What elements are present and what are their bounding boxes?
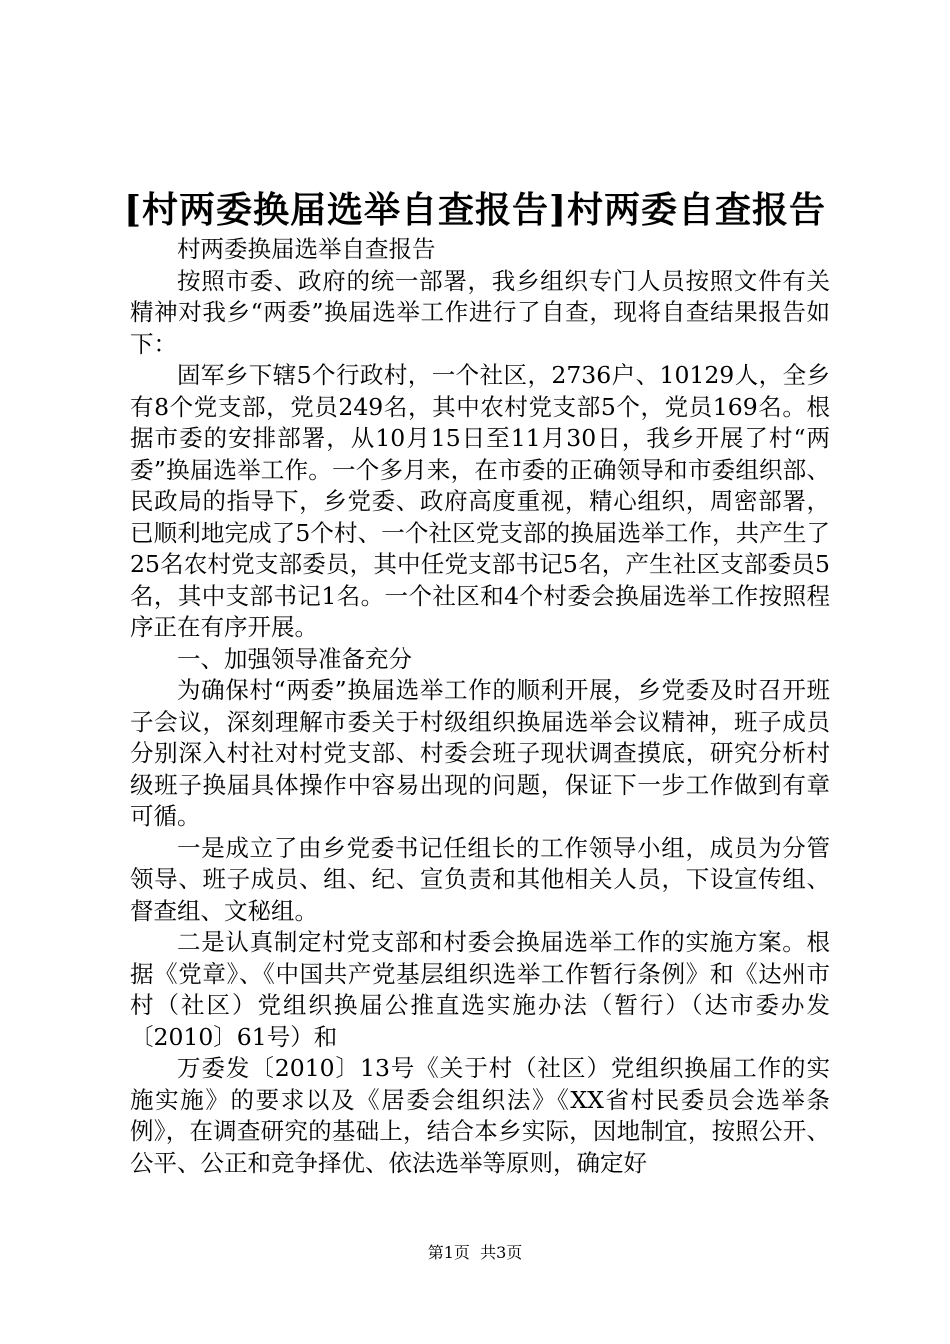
paragraph-intro: 按照市委、政府的统一部署，我乡组织专门人员按照文件有关精神对我乡“两委”换届选举工作进行了自查，现将自查结果报告如下： [130, 266, 830, 358]
paragraph-continuation: 万委发〔2010〕13号《关于村（社区）党组织换届工作的实施实施》的要求以及《居委会组织法》《XX省村民委员会选举条例》，在调查研究的基础上，结合本乡实际，因地制宜，按照公开、公平、公正和竞争择优、依法选举等原则，确定好 [130, 1054, 830, 1177]
paragraph-leadership: 为确保村“两委”换届选举工作的顺利开展，乡党委及时召开班子会议，深刻理解市委关于村级组织换届选举会议精神，班子成员分别深入村社对村党支部、村委会班子现状调查摸底，研究分析村级班子换届具体操作中容易出现的问题，保证下一步工作做到有章可循。 [130, 676, 830, 830]
paragraph-overview: 固军乡下辖5个行政村，一个社区，2736户、10129人，全乡有8个党支部，党员249名，其中农村党支部5个，党员169名。根据市委的安排部署，从10月15日至11月30日，我乡开展了村“两委”换届选举工作。一个多月来，在市委的正确领导和市委组织部、民政局的指导下，乡党委、政府高度重视，精心组织，周密部署，已顺利地完成了5个村、一个社区党支部的换届选举工作，共产生了25名农村党支部委员，其中任党支部书记5名，产生社区支部委员5名，其中支部书记1名。一个社区和4个村委会换届选举工作按照程序正在有序开展。 [130, 361, 830, 641]
paragraph-point-two: 二是认真制定村党支部和村委会换届选举工作的实施方案。根据《党章》、《中国共产党基层组织选举工作暂行条例》和《达州市村（社区）党组织换届公推直选实施办法（暂行）（达市委办发〔2010〕61号）和 [130, 928, 830, 1051]
section-heading: 一、加强领导准备充分 [177, 644, 412, 673]
paragraph-subtitle: 村两委换届选举自查报告 [177, 235, 436, 263]
document-body [130, 234, 830, 1179]
page-footer: 第1页 共3页 [427, 1243, 523, 1262]
paragraph-point-one: 一是成立了由乡党委书记任组长的工作领导小组，成员为分管领导、班子成员、组、纪、宣负责和其他相关人员，下设宣传组、督查组、文秘组。 [130, 833, 830, 925]
document-title: [村两委换届选举自查报告]村两委自查报告 [123, 189, 827, 231]
